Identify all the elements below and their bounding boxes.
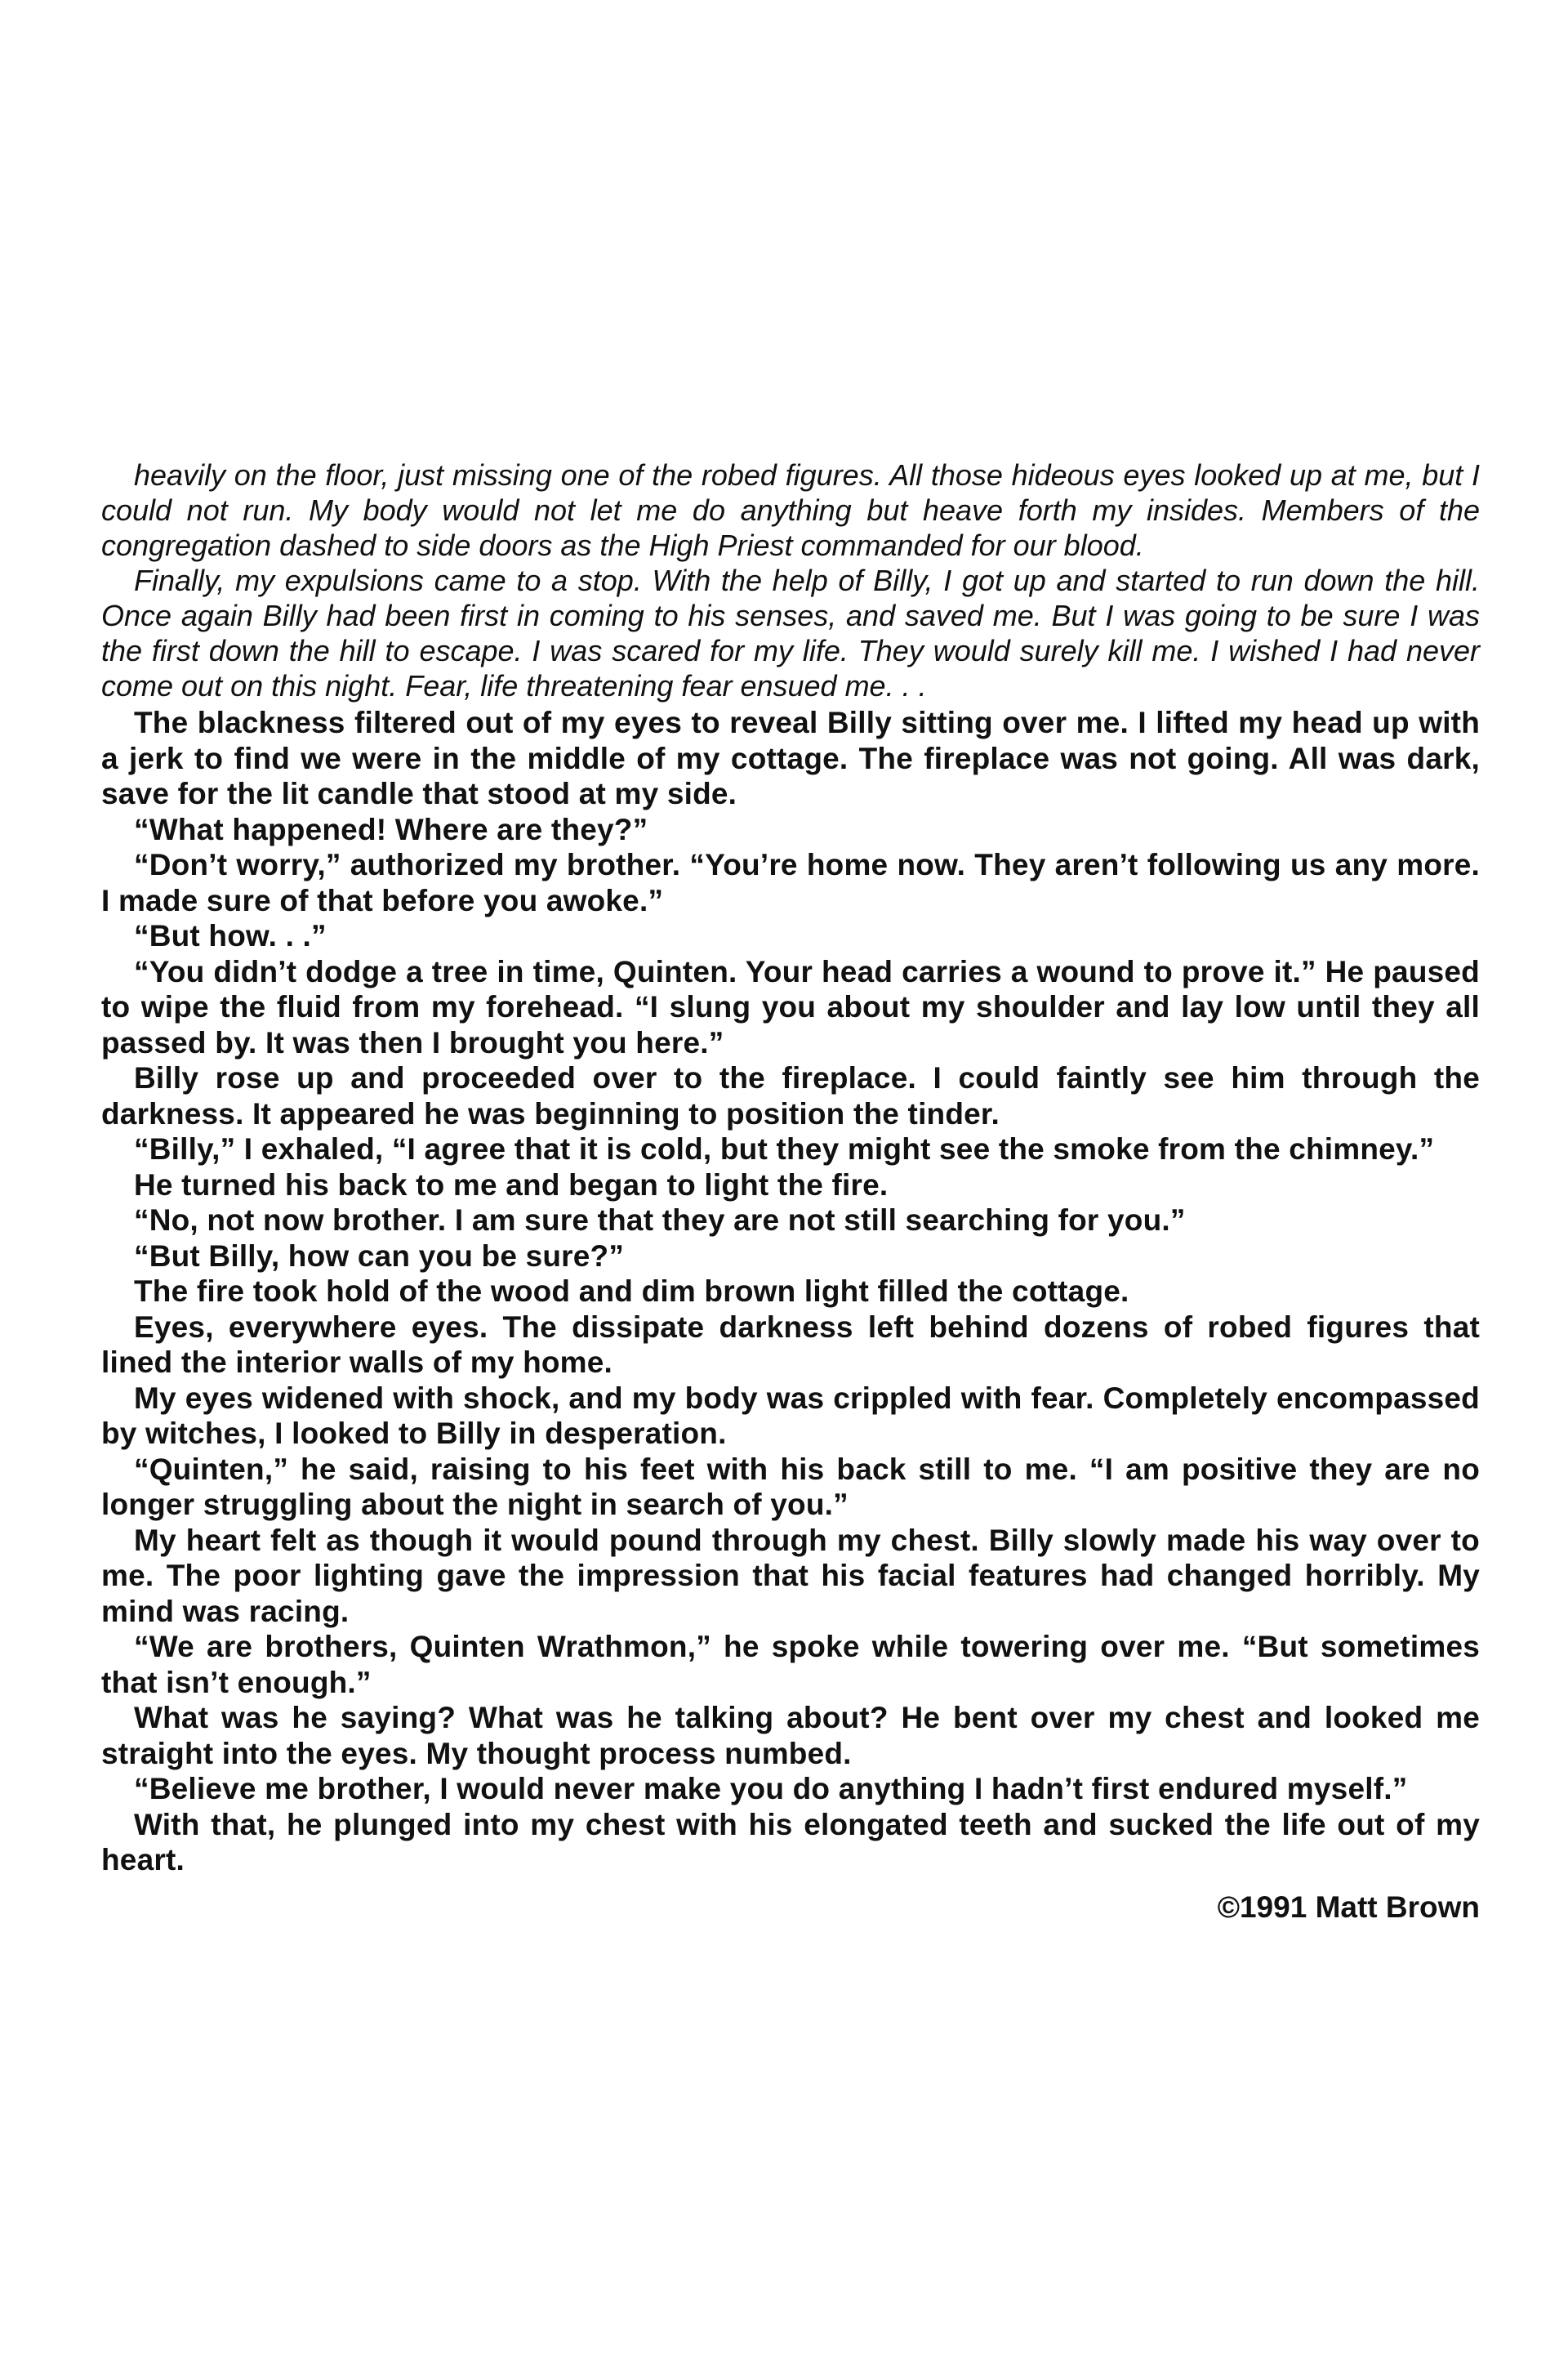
story-paragraph: “Believe me brother, I would never make you do anything I hadn’t first endured myself.” — [134, 1772, 1408, 1805]
story-paragraph: “But Billy, how can you be sure?” — [134, 1238, 625, 1273]
story-paragraph: My eyes widened with shock, and my body was crippled with fear. Completely encompassed by witches, I looked to Billy in desperation. — [101, 1381, 1480, 1450]
story-paragraph: The fire took hold of the wood and dim brown light filled the cottage. — [134, 1274, 1129, 1308]
story-paragraph: He turned his back to me and began to light the fire. — [134, 1167, 889, 1202]
italic-section — [101, 457, 1480, 703]
italic-paragraph: Finally, my expulsions came to a stop. With the help of Billy, I got up and started to run down the hill. Once again Billy had been first in coming to his senses, and saved me. But I was going to be sure I was the first down the hill to escape. I was scared for my life. They would surely kill me. I wished I had never come out on this night. Fear, life threatening fear ensued me. . . — [101, 564, 1480, 703]
story-paragraph: “But how. . .” — [134, 919, 327, 953]
copyright-notice: ©1991 Matt Brown — [1217, 1890, 1480, 1924]
story-paragraph: “Billy,” I exhaled, “I agree that it is cold, but they might see the smoke from the chimney.” — [134, 1132, 1435, 1166]
story-paragraph: “Don’t worry,” authorized my brother. “You’re home now. They aren’t following us any more. I made sure of that before you awoke.” — [101, 848, 1480, 917]
story-paragraph: “No, not now brother. I am sure that they are not still searching for you.” — [134, 1203, 1186, 1237]
italic-paragraph: heavily on the floor, just missing one of the robed figures. All those hideous eyes looked up at me, but I could not run. My body would not let me do anything but heave forth my insides. Members of the congregation dashed to side doors as the High Priest commanded for our blood. — [101, 458, 1480, 562]
roman-section — [101, 705, 1480, 1878]
story-paragraph: “We are brothers, Quinten Wrathmon,” he spoke while towering over me. “But sometimes that isn’t enough.” — [101, 1630, 1480, 1699]
story-paragraph: “You didn’t dodge a tree in time, Quinten. Your head carries a wound to prove it.” He paused to wipe the fluid from my forehead. “I slung you about my shoulder and lay low until they all passed by. It was then I brought you here.” — [101, 954, 1480, 1060]
story-paragraph: Eyes, everywhere eyes. The dissipate darkness left behind dozens of robed figures that lined the interior walls of my home. — [101, 1310, 1480, 1379]
story-paragraph: “What happened! Where are they?” — [134, 812, 648, 846]
story-paragraph: “Quinten,” he said, raising to his feet with his back still to me. “I am positive they are no longer struggling about the night in search of you.” — [101, 1452, 1480, 1521]
story-paragraph: What was he saying? What was he talking about? He bent over my chest and looked me straight into the eyes. My thought process numbed. — [101, 1701, 1480, 1770]
story-paragraph: My heart felt as though it would pound through my chest. Billy slowly made his way over to me. The poor lighting gave the impression that his facial features had changed horribly. My mind was racing. — [101, 1523, 1480, 1628]
story-paragraph: Billy rose up and proceeded over to the fireplace. I could faintly see him through the darkness. It appeared he was beginning to position the tinder. — [101, 1061, 1480, 1131]
story-paragraph: With that, he plunged into my chest with his elongated teeth and sucked the life out of my heart. — [101, 1807, 1480, 1876]
story-paragraph: The blackness filtered out of my eyes to reveal Billy sitting over me. I lifted my head up with a jerk to find we were in the middle of my cottage. The fireplace was not going. All was dark, save for the lit candle that stood at my side. — [101, 706, 1480, 810]
story-text — [101, 457, 1480, 1925]
